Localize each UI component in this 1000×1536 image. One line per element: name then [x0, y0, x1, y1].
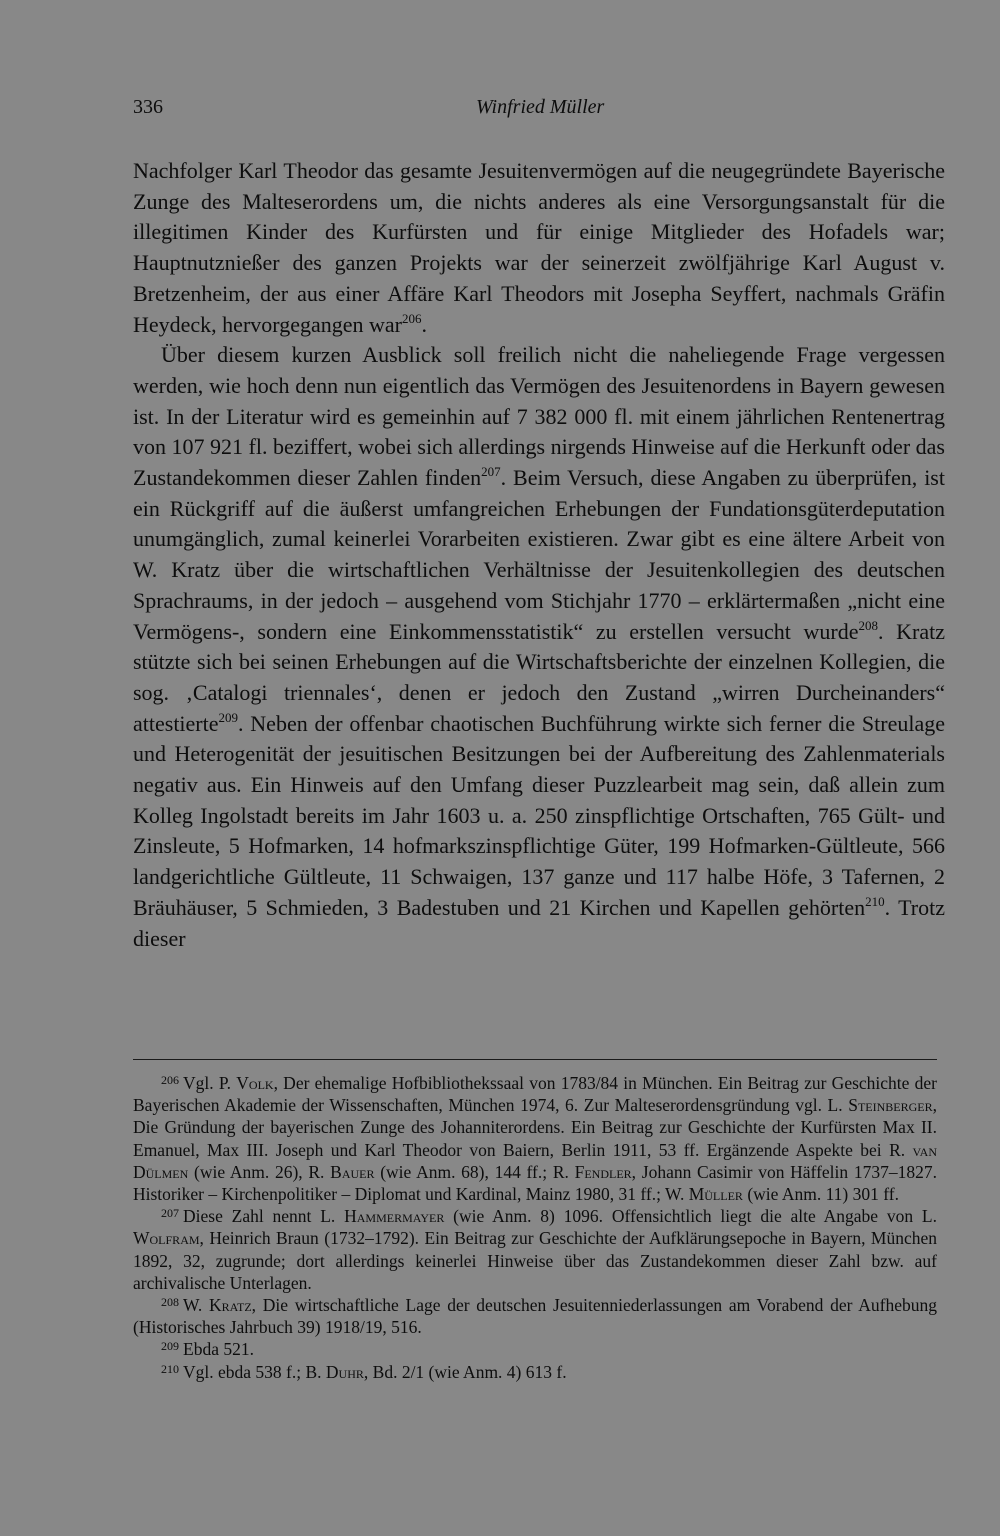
author-name: Bauer: [330, 1161, 375, 1182]
text-run: (wie Anm. 68), 144 ff.; R.: [374, 1161, 575, 1182]
text-run: Nachfolger Karl Theodor das gesamte Jesuitenvermögen auf die neugegründete Bayerische Zunge des Malteserordens um, die nichts anderes als eine Versorgungsanstalt für die illegitimen Kinder des Kurfürsten und für einige Mitglieder des Hofadels war; Hauptnutznießer des ganzen Projekts war der seinerzeit zwölfjährige Karl August v. Bretzenheim, der aus einer Affäre Karl Theodors mit Josepha Seyffert, nachmals Gräfin Heydeck, hervorgegangen war: [133, 158, 945, 337]
body-text: [133, 156, 945, 954]
author-name: Duhr: [325, 1361, 364, 1382]
footnotes: [133, 1072, 937, 1383]
footnote-reference: 208: [858, 617, 879, 633]
author-name: Volk: [236, 1073, 274, 1093]
author-name: van Dülmen: [133, 1139, 937, 1182]
author-name: Hammermayer: [344, 1206, 445, 1227]
text-run: Diese Zahl nennt L.: [183, 1206, 345, 1227]
footnote: [133, 1072, 937, 1205]
author-name: Steinberger: [848, 1095, 933, 1116]
text-run: (wie Anm. 26), R.: [188, 1161, 331, 1182]
footnote-reference: 207: [481, 464, 501, 480]
text-run: . Beim Versuch, diese Angaben zu überprüfen, ist ein Rückgriff auf die äußerst umfangreichen Erhebungen der Fundationsgüterdeputation unumgänglich, zumal keinerlei Vorarbeiten existieren. Zwar gibt es eine ältere Arbeit von W. Kratz über die wirtschaftlichen Verhältnisse der Jesuitenkollegien des deutschen Sprachraums, in der jedoch – ausgehend vom Stichjahr 1770 – erklärtermaßen „nicht eine Vermögens-, sondern eine Einkommensstatistik“ zu erstellen versucht wurde: [133, 465, 945, 644]
text-run: (wie Anm. 11) 301 ff.: [742, 1184, 899, 1205]
author-name: Fendler: [574, 1161, 632, 1182]
footnote: [133, 1294, 937, 1338]
author-name: Wolfram: [133, 1228, 200, 1249]
running-head-author: Winfried Müller: [476, 96, 605, 118]
text-run: Ebda 521.: [183, 1339, 254, 1360]
text-run: , Der ehemalige Hofbibliothekssaal von 1783/84 in München. Ein Beitrag zur Geschichte der Bayerischen Akademie der Wissenschaften, München 1974, 6. Zur Malteserordensgründung vgl. L.: [133, 1073, 937, 1116]
footnote-reference: 206: [401, 310, 422, 326]
text-run: , Heinrich Braun (1732–1792). Ein Beitrag zur Geschichte der Aufklärungsepoche in Bayern, München 1892, 32, zugrunde; dort allerdings keinerlei Hinweise über das Zustandekommen dieser Zahl bzw. auf archivalische Unterlagen.: [133, 1228, 937, 1293]
text-run: (wie Anm. 8) 1096. Offensichtlich liegt die alte Angabe von L.: [444, 1206, 938, 1227]
body-paragraph: [133, 156, 945, 340]
text-run: . Neben der offenbar chaotischen Buchführung wirkte sich ferner die Streulage und Heterogenität der jesuitischen Besitzungen bei der Aufbereitung des Zahlenmaterials negativ aus. Ein Hinweis auf den Umfang dieser Puzzlearbeit mag sein, daß allein zum Kolleg Ingolstadt bereits im Jahr 1603 u. a. 250 zinspflichtige Ortschaften, 765 Gült- und Zinsleute, 5 Hofmarken, 14 hofmarkszinspflichtige Güter, 199 Hofmarken-Gültleute, 566 landgerichtliche Gültleute, 11 Schwaigen, 137 ganze und 117 halbe Höfe, 3 Tafernen, 2 Bräuhäuser, 5 Schmieden, 3 Badestuben und 21 Kirchen und Kapellen gehörten: [133, 710, 945, 920]
text-run: , Johann Casimir von Häffelin 1737–1827. Historiker – Kirchenpolitiker – Diplomat und Kardinal, Mainz 1980, 31 ff.; W.: [133, 1161, 937, 1205]
text-run: Über diesem kurzen Ausblick soll freilich nicht die naheliegende Frage vergessen werden, wie hoch denn nun eigentlich das Vermögen des Jesuitenordens in Bayern gewesen ist. In der Literatur wird es gemeinhin auf 7 382 000 fl. mit einem jährlichen Rentenertrag von 107 921 fl. beziffert, wobei sich allerdings nirgends Hinweise auf die Herkunft oder das Zustandekommen dieser Zahlen finden: [133, 342, 945, 491]
footnote-number: 207: [161, 1206, 179, 1221]
footnote-separator: [133, 1059, 937, 1060]
page-number: 336: [133, 96, 163, 118]
author-name: Müller: [688, 1184, 743, 1205]
running-head: [133, 96, 950, 122]
text-run: W.: [183, 1295, 210, 1316]
footnote-reference: 210: [865, 893, 885, 909]
footnote: [133, 1338, 937, 1360]
text-run: .: [421, 311, 427, 337]
footnote-number: 210: [161, 1361, 179, 1376]
text-run: Vgl. P.: [183, 1073, 237, 1093]
text-run: , Die wirtschaftliche Lage der deutschen Jesuitenniederlassungen am Vorabend der Aufhebung (Historisches Jahrbuch 39) 1918/19, 516.: [133, 1295, 937, 1338]
footnote-number: 208: [161, 1295, 179, 1310]
text-run: . Trotz dieser: [133, 894, 945, 951]
footnote: [133, 1361, 937, 1383]
text-run: , Die Gründung der bayerischen Zunge des Johanniterordens. Ein Beitrag zur Geschichte der Kurfürsten Max II. Emanuel, Max III. Joseph und Karl Theodor von Baiern, Berlin 1911, 53 ff. Ergänzende Aspekte bei R.: [133, 1095, 937, 1160]
text-run: , Bd. 2/1 (wie Anm. 4) 613 f.: [363, 1361, 567, 1382]
body-paragraph: [133, 340, 945, 954]
footnote: [133, 1205, 937, 1294]
footnote-reference: 209: [218, 709, 239, 725]
text-run: . Kratz stützte sich bei seinen Erhebungen auf die Wirtschaftsberichte der einzelnen Kollegien, die sog. ‚Catalogi triennales‘, denen er jedoch den Zustand „wirren Durcheinanders“ attestierte: [133, 618, 945, 736]
text-run: Vgl. ebda 538 f.; B.: [183, 1361, 326, 1382]
footnote-number: 206: [161, 1073, 179, 1087]
footnote-number: 209: [161, 1339, 179, 1354]
author-name: Kratz: [209, 1295, 252, 1316]
